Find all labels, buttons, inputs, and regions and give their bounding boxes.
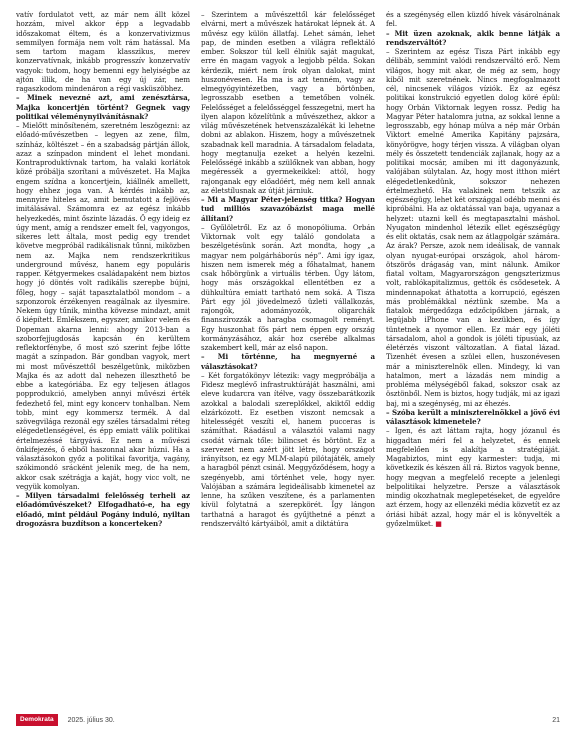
interview-question <box>386 408 560 427</box>
question-text: – Mi a Magyar Péter-jelenség titka? Hogyan tud milliós szavazóbázist maga mellé állítani? <box>201 195 375 223</box>
paragraph-text: – Gyűlöletről. Ez az ő monopóliuma. Orbán Viktornak volt egy találó gondolata a beszélgetésünk során. Azt mondta, hogy „a magyar nem polgárháborús nép”. Ami így igaz, hiszen nem ismerek még a főhatalmat, hanem csak hőbörgünk a virtuális térben. Úgy látom, hogy más országokkal ellentétben ez a dühkultúra emiatt tartható nem soká. A Tisza Párt egy jól jövedelmező üzleti vállalkozás, rajongók, adományozók, oligarchák finanszírozzák a haragba csomagolt reményt. Egy huszonhat fős párt nem éppen egy ország kormányzásához, akár hoz cserébe alkalmas szakembert kell, már az első napon. <box>201 222 375 352</box>
article-end-mark: ■ <box>435 518 442 528</box>
paragraph-text: vatív fordulatot vett, az már nem állt közel hozzám, mivel akkor épp a legvadabb időszakomat éltem, és a konzervativizmus semmilyen formája nem volt rám hatással. Ma sem tartom magam klasszikus, merev konzervatívnak, inkább progresszív konzervatív vagyok: tudom, hogy bemenni egy helyiségbe az ajtón illik, de ha van egy új zár, nem ragaszkodom mindenáron a régi vasküszöbhez. <box>16 10 190 93</box>
column-1 <box>16 10 190 704</box>
page-footer <box>16 712 560 728</box>
question-text: – Milyen társadalmi felelősség terheli az előadóművészeket? Elfogadható-e, ha egy előadó, mint például Pogány induló, nyiltan drogozásra buzdítson a koncerteken? <box>16 491 190 528</box>
column-3 <box>386 10 560 704</box>
article-body <box>16 10 560 704</box>
question-text: – Minek nevezné azt, ami zenésztársa, Majka koncertjén történt? Gegnek vagy politikai véleménynyilvánításnak? <box>16 93 190 121</box>
column-2 <box>201 10 375 704</box>
question-text: – Mi történne, ha megnyerné a választásokat? <box>201 352 375 371</box>
paragraph-text: – Szerintem az egész Tisza Párt inkább egy délibáb, semmint valódi rendszerváltó erő. Nem világos, hogy mit akar, de még az sem, hogy kiből mit szeretnének. Nincs megfogalmazott cél, nincsenek világos víziók. Ez az egész politikai konstrukció egyetlen dolog köré épül: hogy Orbán Viktornak legyen rossz. Pedig ha Magyar Péter hatalomra jutna, az sokkal lenne a legrosszabb, egy hónap múlva a nép már Orbán Viktort emelné Amerika Kapitány pajzsára, könyörögve, hogy térjen vissza. A világban olyan mély és összetett tendenciák zajlanak, hogy az a politikai mocsár, amiben mi itt dagonyázunk, valójában súlytalan. Az, hogy most itthon miért elégedetlenkedünk, sokszor nehezen értelmezhető. Ha valakinek nem tetszik az egészségügy, lehet két országgal odébb menni és kipróbálni. Ha az oktatással van baja, ugyanaz a helyzet: utazni kell és megtapasztalni máshol. Nyugaton mindenhol létezik ellet egészségügy és elit oktatás, csak nem az átlagpolgár számára. Az árak? Persze, azok nem ideálisak, de vannak olyan nyugat-európai országok, ahol három-ötszörös drágaság van, mint nálunk. Amikor fiatal voltam, Magyarországon gengszterizmus volt, rablókapitalizmus, gettók és csődesetek. A mindennapokat áthatotta a korrupció, egészen más problémákkal néztünk szembe. Ma a fiatalok mérgedőzga edzőcipőkben járnak, a legújabb iPhone van a kezükben, és így tüntetnek a nyomor ellen. Ez már egy jóléti társadalom, ahol a gondok is jóléti típusúak, az életérzés viszont változatlan. A fiatal lázad. Tizenhét évesen a szülei ellen, huszonévesen már a miniszterelnök ellen. Mindegy, ki van hatalmon, mert a lázadás nem mindig a probléma mélységéből fakad, sokszor csak az ösztönből. Nem is biztos, hogy tudják, mi az igazi baj, mi a szegénység, mi az éhezés. <box>386 47 560 408</box>
article-paragraph <box>201 223 375 353</box>
interview-question <box>16 491 190 528</box>
article-paragraph <box>386 47 560 408</box>
interview-question <box>386 29 560 48</box>
interview-question <box>201 352 375 371</box>
question-text: – Szóba került a miniszterelnökkel a jövő évi választások kimenetele? <box>386 407 560 426</box>
issue-date: 2025. július 30. <box>67 716 115 724</box>
interview-question <box>201 195 375 223</box>
article-paragraph <box>386 426 560 528</box>
article-paragraph <box>16 121 190 491</box>
article-paragraph <box>201 10 375 195</box>
paragraph-text: – Mielőtt minősíteném, szeretném leszögezni: az előadó-művészetben – legyen az zene, film, színház, költészet – én a szabadság pártján állok, azaz a színpadon mindent el lehet mondani. Kontraproduktívnak tartom, ha valaki korlátok közé próbálja szorítani a művészetet. Ha Majka engem szídna a koncertjein, kiállnék amellett, hogy ehhez joga van. A kérdés inkább az, mennyire hiteles az, amit bemutatott a fejlövés imitálásával. Számomra ez az egész inkább helyezkedés, mint őszinte lázadás. Ő egy ideig ez úgy ment, amíg a rendszer emelt fel, vagyongos, sikeres lett általa, most pedig egy trendet követve megpróbál radikálisnak tűnni, miközben nem az. Majka nem rendszerkritikus underground művész, hanem egy populáris rapper. Kétgyermekes családapaként nem biztos hogy jó döntés volt radikális szerepbe bújni, főleg, hogy – saját tapasztalatból mondom – a szponzorok érzékenyen reagálnak az ilyesmire. Nekem úgy tűnik, mintha kövezse mindazt, amit ő kiépített. Emlékszem, egyszer, amikor velem és Dopeman akarna lenni: ahogy 2013-ban a szoborfejjugdosás kapcsán én kerültem reflektorfénybe, ő most szó szerint fejbe lőtte magát a színpadon. Bár gondban vagyok, mert mi most művészettől beszélgetünk, miközben Majka és az adott dal nehezen illeszthető be ebbe a kategóriába. Ez egy teljesen átlagos popprodukció, amelyben annyi művészi érték fedezhető fel, mint egy koncerv tonhalban. Nem tobb, mint egy kommersz termék. A dal szövegvilága rezonál egy széles társadalmi réteg elégedetlenségével, és épp emiatt válik politikai értelmezéssé tárgyává. Ez nem a művészi önkifejezés, ő ebből haszonnal akar húzni. Ha a választásokon győz a politikai favoritja, vagány, szókimondó srácként jelenik meg, de ha nem, akkor csak szétrágja a kaját, hogy vicc volt, ne vegyük komolyan. <box>16 121 190 491</box>
interview-question <box>16 93 190 121</box>
article-paragraph <box>386 10 560 29</box>
paragraph-text: és a szegénység ellen küzdő hívek vásárolnának fel. <box>386 10 560 29</box>
magazine-logo: Demokrata <box>16 714 58 726</box>
page-number: 21 <box>552 716 560 724</box>
paragraph-text: – Két forgatókönyv létezik: vagy megpróbálja a Fidesz meglévő infrastruktúráját használni, ami eleve kudarcra van ítélve, vagy összebarátkozik azokkal a balodali szereplőkkel, akiktől eddig elzárkózott. Ez esetben viszont nemcsak a hitelességét veszíti el, hanem pucceras is számíthat. Ráadásul a választói valami nagy csodát várnak tőle: bilincset és börtönt. Ez a szervezet nem azért jött létre, hogy országot irányítson, ez egy MLM-alapú pilótajáték, amely a haragból pénzt csinál. Meggyőződésem, hogy a szegényebb, ami történhet vele, hogy nyer. Valójában a számára legideálisabb kimenetel az lenne, ha szűken veszítene, és a parlamenten kívül folytatná a szerepkörét. Így lángon tarthatná a haragot és gyűjthetné a pénzt a rendszerváltó kártyáiból, amit a diktátúra <box>201 370 375 528</box>
article-paragraph <box>201 371 375 528</box>
paragraph-text: – Szerintem a művészettől kár felelősséget elvárni, mert a művészek határokat lépnek át. A művész egy külön állatfaj. Lehet sámán, lehet pap, de minden esetben a világra reflektáló ember. Sokszor túl kell élniük saját magukat, erre én magam vagyok a legjobb példa. Sokan kérdezik, miért nem írok olyan dalokat, mint huszonévesen. Ha ma is azt tenném, vagy az elmegyógyintézetben, vagy a börtönben, legrosszabb esetben a temetőben volnék. Felelősséget a felelősséggel fesszegetni, mert ha ilyen alapon közelítünk a művészethez, akkor a világ művészetének hetvenszázalékát ki lehetne dobni az ablakon. Hiszem, hogy a művészetnek szabadnak kell maradnia. A társadalom feladata, hogy megtanulja ezeket a helyén kezelni. Felelősségé inkább a szülőknek van abban, hogy megéressék a gyermekeikkel: attól, hogy rajonganak egy előadóért, még nem kell annak az életstílusnak az útját járniuk. <box>201 10 375 195</box>
article-paragraph <box>16 10 190 93</box>
paragraph-text: – Igen, és azt láttam rajta, hogy józanul és higgadtan méri fel a helyzetet, és ennek megfelelően is alakítja a stratégiáját. Magabiztos, mint egy karmester: tudja, mi következik és készen áll rá. Biztos vagyok benne, hogy megvan a megfelelő recepte a jelenlegi belpolitikai helyzetre. Persze a választások mindig okozhatnak meglepetéseket, de egyelőre azt érzem, hogy az ellenzéki média közvetít ez az óriási hibát azzal, hogy már el is könyvelték a győzelmüket. <box>386 426 560 528</box>
question-text: – Mit üzen azoknak, akik benne látják a rendszerváltót? <box>386 28 560 47</box>
